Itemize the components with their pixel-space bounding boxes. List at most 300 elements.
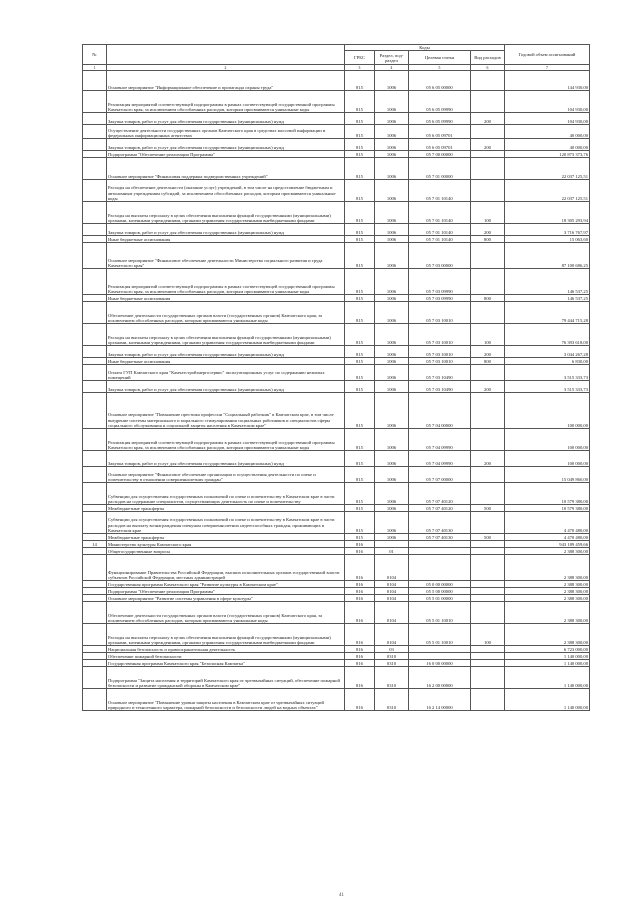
row-name-cell: Основное мероприятие "Информационное обеспечение и пропаганда охраны труда": [107, 71, 345, 91]
row-name-cell: Закупка товаров, работ и услуг для обеспечения государственных (муниципальных) нужд: [107, 224, 345, 236]
table-row: [83, 125, 590, 139]
grbs-cell: 816: [345, 595, 375, 602]
target-article-cell: 05 7 07 40130: [409, 534, 471, 541]
amount-cell: 4 470 480,00: [505, 534, 590, 541]
target-article-cell: 05 7 01 10140: [409, 236, 471, 243]
razdel-cell: 1006: [375, 243, 409, 269]
row-number-cell: [83, 588, 107, 595]
target-article-cell: [409, 541, 471, 548]
row-name-cell: Субвенции для осуществления государственных полномочий по опеке и попечительству в Камчатском крае в части расходов на выплату вознаграждения опекунам совершеннолетних недееспособных граждан, проживающих в Камчатском крае: [107, 512, 345, 534]
row-number-cell: [83, 358, 107, 365]
expense-type-cell: 100: [471, 624, 505, 646]
target-article-cell: 05 5 01 00000: [409, 595, 471, 602]
table-row: [83, 512, 590, 534]
table-row: [83, 588, 590, 595]
table-row: [83, 243, 590, 269]
col-index: 6: [471, 65, 505, 71]
grbs-cell: 816: [345, 646, 375, 653]
grbs-cell: 815: [345, 151, 375, 158]
razdel-cell: [375, 541, 409, 548]
target-article-cell: [409, 555, 471, 581]
target-article-cell: 05 7 03 10010: [409, 324, 471, 346]
grbs-cell: 815: [345, 467, 375, 483]
razdel-cell: 1006: [375, 346, 409, 358]
table-row: [83, 429, 590, 451]
table-row: [83, 646, 590, 653]
expense-type-cell: [471, 393, 505, 429]
razdel-cell: 0104: [375, 588, 409, 595]
grbs-cell: 816: [345, 541, 375, 548]
target-article-cell: 05 7 04 00000: [409, 393, 471, 429]
grbs-cell: 815: [345, 505, 375, 512]
grbs-cell: 815: [345, 358, 375, 365]
target-article-cell: 05 5 01 10010: [409, 602, 471, 624]
amount-cell: 2 388 300,00: [505, 602, 590, 624]
grbs-cell: 816: [345, 588, 375, 595]
row-number-cell: [83, 602, 107, 624]
expense-type-cell: [471, 180, 505, 202]
expense-type-cell: 200: [471, 139, 505, 151]
table-row: [83, 667, 590, 689]
row-number-cell: [83, 381, 107, 393]
row-name-cell: Обеспечение пожарной безопасности: [107, 653, 345, 660]
row-number-cell: [83, 624, 107, 646]
row-name-cell: Обеспечение деятельности государственных органов власти (государственных органов) Камчатского края, за исключением обособленных расходов, которым присваиваются уникальные коды: [107, 602, 345, 624]
amount-cell: 18 305 293,94: [505, 202, 590, 224]
amount-cell: 10 579 380,00: [505, 483, 590, 505]
target-article-cell: 05 6 05 09701: [409, 139, 471, 151]
row-number-cell: [83, 269, 107, 295]
razdel-cell: 1006: [375, 534, 409, 541]
row-name-cell: Оплата ГУП Камчатского края "Камчатстройэнергосервис" эксплуатационных услуг по содержанию нежилых помещений: [107, 365, 345, 381]
table-row: [83, 269, 590, 295]
codes-group-header: Коды: [345, 45, 505, 51]
grbs-cell: 815: [345, 534, 375, 541]
grbs-cell: 815: [345, 243, 375, 269]
table-row: [83, 534, 590, 541]
razdel-cell: 0104: [375, 555, 409, 581]
expense-type-cell: 800: [471, 236, 505, 243]
grbs-cell: 815: [345, 180, 375, 202]
amount-cell: 22 037 125,51: [505, 180, 590, 202]
budget-table: [82, 44, 590, 711]
table-row: [83, 236, 590, 243]
razdel-cell: 0310: [375, 667, 409, 689]
target-article-cell: [409, 646, 471, 653]
target-article-cell: 16 2 14 00000: [409, 689, 471, 711]
target-article-cell: 05 7 07 40120: [409, 483, 471, 505]
expense-type-cell: [471, 483, 505, 505]
row-name-cell: Иные бюджетные ассигнования: [107, 236, 345, 243]
amount-cell: 1 140 000,00: [505, 660, 590, 667]
table-row: [83, 653, 590, 660]
row-number-cell: [83, 512, 107, 534]
expense-type-cell: 200: [471, 224, 505, 236]
expense-type-cell: [471, 71, 505, 91]
row-name-cell: Закупка товаров, работ и услуг для обеспечения государственных (муниципальных) нужд: [107, 139, 345, 151]
razdel-cell: 1006: [375, 269, 409, 295]
target-article-cell: 16 0 00 00000: [409, 660, 471, 667]
row-number-cell: [83, 236, 107, 243]
grbs-cell: 815: [345, 483, 375, 505]
row-name-cell: Подпрограмма "Защита населения и территорий Камчатского края от чрезвычайных ситуаций, обеспечение пожарной безопасности и развитие гражданской обороны в Камчатском крае": [107, 667, 345, 689]
grbs-cell: 815: [345, 236, 375, 243]
row-number-cell: [83, 295, 107, 302]
expense-type-cell: [471, 602, 505, 624]
expense-type-cell: [471, 595, 505, 602]
grbs-cell: 815: [345, 429, 375, 451]
amount-cell: 1 140 000,00: [505, 689, 590, 711]
expense-type-cell: [471, 125, 505, 139]
expense-type-cell: 800: [471, 295, 505, 302]
target-article-cell: 05 7 01 10140: [409, 224, 471, 236]
razdel-cell: 1006: [375, 125, 409, 139]
target-article-cell: 05 7 00 00000: [409, 151, 471, 158]
row-number-cell: [83, 595, 107, 602]
row-name-cell: Основное мероприятие "Развитие системы управления в сфере культуры": [107, 595, 345, 602]
grbs-cell: 815: [345, 139, 375, 151]
amount-cell: 100 000,00: [505, 451, 590, 467]
expense-type-cell: [471, 588, 505, 595]
row-name-cell: Основное мероприятие "Повышение уровня защиты населения в Камчатском крае от чрезвычайных ситуаций природного и техногенного характера, пожарной безопасности и безопасности людей на водных объектах": [107, 689, 345, 711]
col-index: 2: [107, 65, 345, 71]
table-row: [83, 660, 590, 667]
grbs-cell: 815: [345, 346, 375, 358]
amount-cell: 144 930,00: [505, 71, 590, 91]
table-row: [83, 581, 590, 588]
row-number-cell: [83, 243, 107, 269]
grbs-cell: 815: [345, 158, 375, 180]
target-article-cell: 05 7 04 09990: [409, 451, 471, 467]
amount-cell: 1 140 000,00: [505, 653, 590, 660]
target-article-cell: 05 6 05 09990: [409, 113, 471, 125]
razdel-cell: 1006: [375, 512, 409, 534]
row-number-cell: 14: [83, 541, 107, 548]
row-number-cell: [83, 689, 107, 711]
razdel-cell: 0310: [375, 653, 409, 660]
table-row: [83, 548, 590, 555]
row-name-cell: Расходы на обеспечение деятельности (оказание услуг) учреждений, в том числе на предоставление бюджетным и автономным учреждениям субсидий, за исключением обособленных расходов, которым присваиваются уникальные коды: [107, 180, 345, 202]
row-number-cell: [83, 505, 107, 512]
col-name-header: [107, 45, 345, 65]
row-name-cell: Закупка товаров, работ и услуг для обеспечения государственных (муниципальных) нужд: [107, 451, 345, 467]
expense-type-cell: [471, 660, 505, 667]
razdel-cell: 1006: [375, 365, 409, 381]
razdel-cell: 1006: [375, 467, 409, 483]
grbs-cell: 815: [345, 324, 375, 346]
table-row: [83, 689, 590, 711]
amount-cell: 2 388 300,00: [505, 595, 590, 602]
amount-cell: 15 049 860,00: [505, 467, 590, 483]
target-article-cell: 05 7 01 10140: [409, 180, 471, 202]
amount-cell: 22 037 125,51: [505, 158, 590, 180]
col-csr-header: Целевая статья: [409, 51, 471, 65]
row-number-cell: [83, 365, 107, 381]
table-row: [83, 595, 590, 602]
row-number-cell: [83, 646, 107, 653]
table-row: [83, 505, 590, 512]
amount-cell: 1 140 000,00: [505, 667, 590, 689]
expense-type-cell: [471, 541, 505, 548]
grbs-cell: 816: [345, 653, 375, 660]
razdel-cell: 1006: [375, 483, 409, 505]
razdel-cell: 0104: [375, 624, 409, 646]
razdel-cell: 0310: [375, 689, 409, 711]
razdel-cell: 1006: [375, 113, 409, 125]
expense-type-cell: 500: [471, 505, 505, 512]
expense-type-cell: 200: [471, 346, 505, 358]
row-name-cell: Осуществление деятельности государственных органов Камчатского края в средствах массовой информации и федеральных информационных агентствах: [107, 125, 345, 139]
row-number-cell: [83, 180, 107, 202]
table-row: [83, 451, 590, 467]
expense-type-cell: [471, 302, 505, 324]
amount-cell: 100 000,00: [505, 429, 590, 451]
col-index: 3: [345, 65, 375, 71]
amount-cell: 40 000,00: [505, 139, 590, 151]
amount-cell: 10 579 380,00: [505, 505, 590, 512]
row-name-cell: Национальная безопасность и правоохранительная деятельность: [107, 646, 345, 653]
expense-type-cell: 200: [471, 113, 505, 125]
expense-type-cell: [471, 689, 505, 711]
table-row: [83, 151, 590, 158]
grbs-cell: 815: [345, 512, 375, 534]
target-article-cell: 05 7 03 09990: [409, 269, 471, 295]
row-name-cell: Расходы на выплаты персоналу в целях обеспечения выполнения функций государственными (муниципальными) органами, казенными учреждениями, органами управления государственными внебюджетными фондами: [107, 624, 345, 646]
row-number-cell: [83, 113, 107, 125]
row-number-cell: [83, 158, 107, 180]
amount-cell: 15 063,60: [505, 236, 590, 243]
row-name-cell: Государственная программа Камчатского края "Безопасная Камчатка": [107, 660, 345, 667]
target-article-cell: 05 7 07 40130: [409, 512, 471, 534]
amount-cell: 2 388 300,00: [505, 624, 590, 646]
grbs-cell: 815: [345, 202, 375, 224]
grbs-cell: 816: [345, 667, 375, 689]
table-row: [83, 180, 590, 202]
razdel-cell: 1006: [375, 393, 409, 429]
table-row: [83, 158, 590, 180]
razdel-cell: 0104: [375, 581, 409, 588]
table-row: [83, 467, 590, 483]
razdel-cell: 1006: [375, 324, 409, 346]
row-name-cell: Межбюджетные трансферты: [107, 505, 345, 512]
col-index: 5: [409, 65, 471, 71]
amount-cell: 2 388 300,00: [505, 555, 590, 581]
grbs-cell: 815: [345, 269, 375, 295]
expense-type-cell: [471, 581, 505, 588]
target-article-cell: 05 7 03 00000: [409, 243, 471, 269]
razdel-cell: 0104: [375, 602, 409, 624]
razdel-cell: 1006: [375, 505, 409, 512]
razdel-cell: 1006: [375, 151, 409, 158]
row-name-cell: Реализация мероприятий соответствующей подпрограммы в рамках соответствующей государственной программы Камчатского края, за исключением обособленных расходов, которым присваиваются уникальные коды: [107, 91, 345, 113]
table-row: [83, 483, 590, 505]
row-number-cell: [83, 429, 107, 451]
razdel-cell: 1006: [375, 429, 409, 451]
budget-table-sheet: [82, 44, 589, 711]
target-article-cell: 05 0 00 00000: [409, 581, 471, 588]
page-footer-mark: 41: [339, 893, 344, 898]
row-name-cell: Межбюджетные трансферты: [107, 534, 345, 541]
amount-cell: 2 388 300,00: [505, 581, 590, 588]
grbs-cell: 815: [345, 451, 375, 467]
razdel-cell: 1006: [375, 202, 409, 224]
table-row: [83, 381, 590, 393]
grbs-cell: 816: [345, 602, 375, 624]
row-number-cell: [83, 667, 107, 689]
row-number-cell: [83, 125, 107, 139]
row-number-cell: [83, 660, 107, 667]
expense-type-cell: [471, 151, 505, 158]
amount-cell: 146 537,25: [505, 295, 590, 302]
row-number-cell: [83, 302, 107, 324]
row-name-cell: Иные бюджетные ассигнования: [107, 295, 345, 302]
amount-cell: 120 873 373,76: [505, 151, 590, 158]
razdel-cell: 01: [375, 548, 409, 555]
target-article-cell: 05 6 05 00000: [409, 71, 471, 91]
grbs-cell: 816: [345, 581, 375, 588]
table-row: [83, 555, 590, 581]
row-number-cell: [83, 151, 107, 158]
row-number-cell: [83, 451, 107, 467]
row-number-cell: [83, 139, 107, 151]
table-row: [83, 224, 590, 236]
col-vr-header: Вид расходов: [471, 51, 505, 65]
col-grbs-header: ГРБС: [345, 51, 375, 65]
row-name-cell: Закупка товаров, работ и услуг для обеспечения государственных (муниципальных) нужд: [107, 113, 345, 125]
target-article-cell: [409, 653, 471, 660]
expense-type-cell: 100: [471, 202, 505, 224]
target-article-cell: 16 2 00 00000: [409, 667, 471, 689]
row-name-cell: Расходы на выплаты персоналу в целях обеспечения выполнения функций государственными (муниципальными) органами, казенными учреждениями, органами управления государственными внебюджетными фондами: [107, 202, 345, 224]
grbs-cell: 815: [345, 393, 375, 429]
table-row: [83, 602, 590, 624]
target-article-cell: 05 7 03 10010: [409, 358, 471, 365]
amount-cell: 104 930,00: [505, 113, 590, 125]
target-article-cell: 05 5 00 00000: [409, 588, 471, 595]
row-number-cell: [83, 581, 107, 588]
target-article-cell: 05 6 05 09990: [409, 91, 471, 113]
amount-cell: 76 393 618,00: [505, 324, 590, 346]
expense-type-cell: [471, 269, 505, 295]
expense-type-cell: [471, 429, 505, 451]
table-row: [83, 295, 590, 302]
table-row: [83, 541, 590, 548]
expense-type-cell: [471, 548, 505, 555]
row-number-cell: [83, 71, 107, 91]
amount-cell: 6 830,00: [505, 358, 590, 365]
col-amount-header: Годовой объем ассигнований: [505, 45, 590, 65]
razdel-cell: 1006: [375, 91, 409, 113]
row-name-cell: Реализация мероприятий соответствующей подпрограммы в рамках соответствующей государственной программы Камчатского края, за исключением обособленных расходов, которым присваиваются уникальные коды: [107, 429, 345, 451]
grbs-cell: 815: [345, 91, 375, 113]
row-number-cell: [83, 393, 107, 429]
razdel-cell: 1006: [375, 224, 409, 236]
grbs-cell: 815: [345, 302, 375, 324]
razdel-cell: 0310: [375, 660, 409, 667]
target-article-cell: [409, 548, 471, 555]
expense-type-cell: [471, 467, 505, 483]
grbs-cell: 815: [345, 381, 375, 393]
target-article-cell: 05 7 03 10490: [409, 365, 471, 381]
row-name-cell: Основное мероприятие "Повышение престижа профессии "Социальный работник" в Камчатском крае, в том числе внедрение системы материального и морального стимулирования социальных работников и специалистов сферы социального обслуживания и социальной защиты населения в Камчатском крае": [107, 393, 345, 429]
target-article-cell: 05 7 03 10010: [409, 302, 471, 324]
table-row: [83, 324, 590, 346]
expense-type-cell: 100: [471, 324, 505, 346]
amount-cell: 2 388 300,00: [505, 588, 590, 595]
row-number-cell: [83, 467, 107, 483]
table-row: [83, 71, 590, 91]
amount-cell: 3 044 267,28: [505, 346, 590, 358]
row-name-cell: Основное мероприятие "Финансовая поддержка подведомственных учреждений": [107, 158, 345, 180]
razdel-cell: 1006: [375, 295, 409, 302]
expense-type-cell: [471, 365, 505, 381]
row-name-cell: Функционирование Правительства Российской Федерации, высших исполнительных органов государственной власти субъектов Российской Федерации, местных администраций: [107, 555, 345, 581]
row-number-cell: [83, 548, 107, 555]
row-name-cell: Государственная программа Камчатского края "Развитие культуры в Камчатском крае": [107, 581, 345, 588]
grbs-cell: 815: [345, 71, 375, 91]
amount-cell: 100 000,00: [505, 393, 590, 429]
grbs-cell: 815: [345, 113, 375, 125]
target-article-cell: 05 7 03 10490: [409, 381, 471, 393]
expense-type-cell: 200: [471, 451, 505, 467]
row-number-cell: [83, 483, 107, 505]
target-article-cell: 05 5 01 10010: [409, 624, 471, 646]
row-number-cell: [83, 202, 107, 224]
amount-cell: 104 930,00: [505, 91, 590, 113]
row-name-cell: Подпрограмма "Обеспечение реализации Программы": [107, 588, 345, 595]
amount-cell: 4 470 480,00: [505, 512, 590, 534]
grbs-cell: 816: [345, 548, 375, 555]
row-name-cell: Субвенции для осуществления государственных полномочий по опеке и попечительству в Камчатском крае в части расходов на содержание специалистов, осуществляющих деятельность по опеке и попечительству: [107, 483, 345, 505]
razdel-cell: 1006: [375, 451, 409, 467]
target-article-cell: 05 7 03 09990: [409, 295, 471, 302]
expense-type-cell: [471, 555, 505, 581]
row-number-cell: [83, 653, 107, 660]
col-index: 7: [505, 65, 590, 71]
table-row: [83, 139, 590, 151]
row-name-cell: Подпрограмма "Обеспечение реализации Программы": [107, 151, 345, 158]
col-index: 1: [83, 65, 107, 71]
row-name-cell: Закупка товаров, работ и услуг для обеспечения государственных (муниципальных) нужд: [107, 381, 345, 393]
row-number-cell: [83, 224, 107, 236]
grbs-cell: 815: [345, 125, 375, 139]
col-num-header: №: [83, 45, 107, 65]
grbs-cell: 816: [345, 555, 375, 581]
razdel-cell: 1006: [375, 302, 409, 324]
table-row: [83, 302, 590, 324]
razdel-cell: 03: [375, 646, 409, 653]
target-article-cell: 05 7 07 40120: [409, 505, 471, 512]
amount-cell: 2 388 300,00: [505, 548, 590, 555]
grbs-cell: 816: [345, 624, 375, 646]
target-article-cell: 05 7 03 10010: [409, 346, 471, 358]
row-number-cell: [83, 534, 107, 541]
expense-type-cell: [471, 243, 505, 269]
table-row: [83, 358, 590, 365]
expense-type-cell: [471, 646, 505, 653]
row-number-cell: [83, 91, 107, 113]
row-name-cell: Реализация мероприятий соответствующей подпрограммы в рамках соответствующей государственной программы Камчатского края, за исключением обособленных расходов, которым присваиваются уникальные коды: [107, 269, 345, 295]
target-article-cell: 05 7 04 09990: [409, 429, 471, 451]
row-number-cell: [83, 346, 107, 358]
grbs-cell: 815: [345, 224, 375, 236]
razdel-cell: 1006: [375, 381, 409, 393]
razdel-cell: 1006: [375, 236, 409, 243]
razdel-cell: 1006: [375, 158, 409, 180]
row-name-cell: Закупка товаров, работ и услуг для обеспечения государственных (муниципальных) нужд: [107, 346, 345, 358]
table-row: [83, 365, 590, 381]
amount-cell: 87 100 686,25: [505, 243, 590, 269]
